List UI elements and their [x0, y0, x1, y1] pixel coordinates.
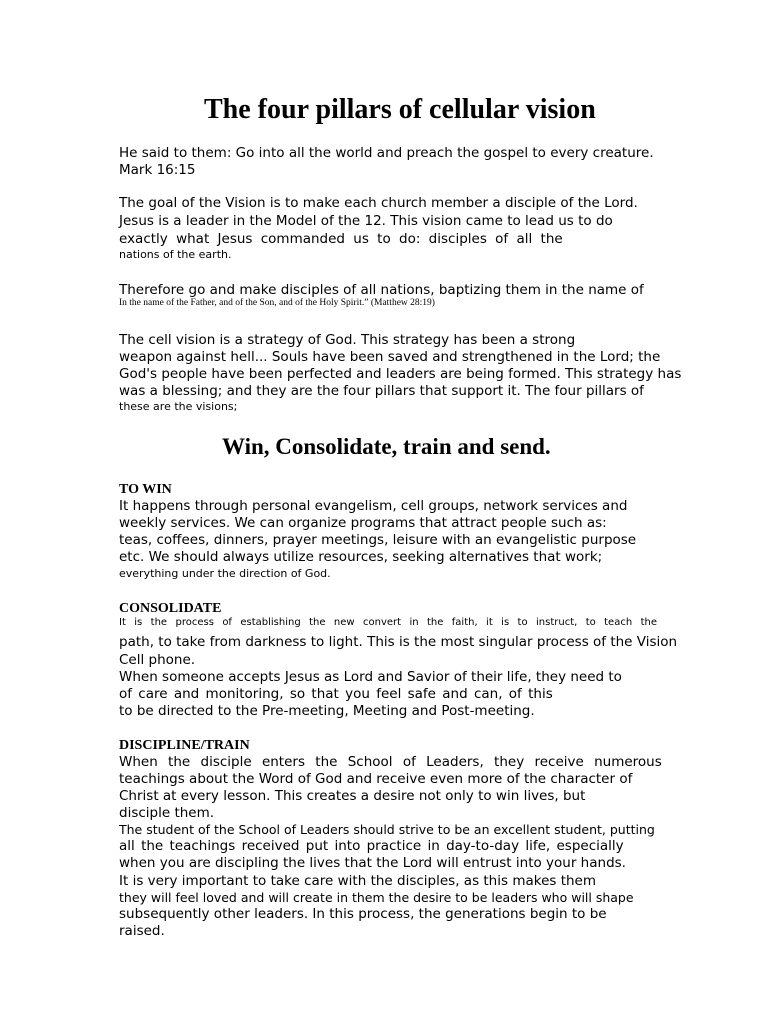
train-text-line: The student of the School of Leaders should strive to be an excellent student, putting [119, 822, 655, 837]
goal-text-line: exactly what Jesus commanded us to do: disciples of all the [119, 231, 563, 247]
cell-text-line: weapon against hell... Souls have been saved and strengthened in the Lord; the [119, 349, 661, 365]
train-text-line: subsequently other leaders. In this process, the generations begin to be [119, 906, 607, 922]
consolidate-text-line: When someone accepts Jesus as Lord and Savior of their life, they need to [119, 669, 622, 685]
consolidate-text-line: to be directed to the Pre-meeting, Meeting and Post-meeting. [119, 703, 535, 719]
cell-text-line: was a blessing; and they are the four pillars that support it. The four pillars of [119, 383, 644, 399]
train-text-line: teachings about the Word of God and receive even more of the character of [119, 771, 633, 787]
train-text-line: they will feel loved and will create in them the desire to be leaders who will shape [119, 890, 634, 905]
section-heading-train: DISCIPLINE/TRAIN [119, 738, 250, 753]
section-heading-win: TO WIN [119, 482, 172, 497]
pillars-subtitle: Win, Consolidate, train and send. [222, 434, 551, 459]
train-text-line: When the disciple enters the School of Leaders, they receive numerous [119, 754, 662, 770]
goal-text-line: The goal of the Vision is to make each church member a disciple of the Lord. [119, 195, 638, 211]
train-text-line: raised. [119, 923, 165, 939]
train-text-line: Christ at every lesson. This creates a desire not only to win lives, but [119, 788, 586, 804]
win-text-line: It happens through personal evangelism, cell groups, network services and [119, 498, 628, 514]
consolidate-text-line: Cell phone. [119, 652, 196, 668]
consolidate-text-line: path, to take from darkness to light. This is the most singular process of the Vision [119, 634, 678, 650]
win-text-line: teas, coffees, dinners, prayer meetings, leisure with an evangelistic purpose [119, 532, 637, 548]
scripture-quote: He said to them: Go into all the world and preach the gospel to every creature. [119, 145, 654, 161]
win-text-line: etc. We should always utilize resources, seeking alternatives that work; [119, 549, 603, 565]
therefore-text-line: Therefore go and make disciples of all nations, baptizing them in the name of [119, 282, 644, 298]
cell-text-line: The cell vision is a strategy of God. This strategy has been a strong [119, 332, 576, 348]
consolidate-text-line: of care and monitoring, so that you feel safe and can, of this [119, 686, 553, 702]
train-text-line: all the teachings received put into practice in day-to-day life, especially [119, 838, 624, 854]
goal-text-line: nations of the earth. [119, 248, 232, 261]
win-text-line: weekly services. We can organize programs that attract people such as: [119, 515, 607, 531]
consolidate-text-line: It is the process of establishing the new convert in the faith, it is to instruct, to teach the [119, 617, 657, 628]
scripture-reference: Mark 16:15 [119, 162, 196, 178]
train-text-line: It is very important to take care with the disciples, as this makes them [119, 873, 597, 889]
cell-text-line: these are the visions; [119, 400, 238, 413]
cell-text-line: God's people have been perfected and leaders are being formed. This strategy has [119, 366, 682, 382]
win-text-line: everything under the direction of God. [119, 567, 331, 580]
train-text-line: when you are discipling the lives that the Lord will entrust into your hands. [119, 855, 626, 871]
section-heading-consolidate: CONSOLIDATE [119, 601, 222, 616]
goal-text-line: Jesus is a leader in the Model of the 12. This vision came to lead us to do [119, 213, 613, 229]
scripture-citation: In the name of the Father, and of the Son, and of the Holy Spirit.” (Matthew 28:19) [119, 298, 435, 308]
train-text-line: disciple them. [119, 805, 215, 821]
page-title: The four pillars of cellular vision [204, 94, 596, 125]
